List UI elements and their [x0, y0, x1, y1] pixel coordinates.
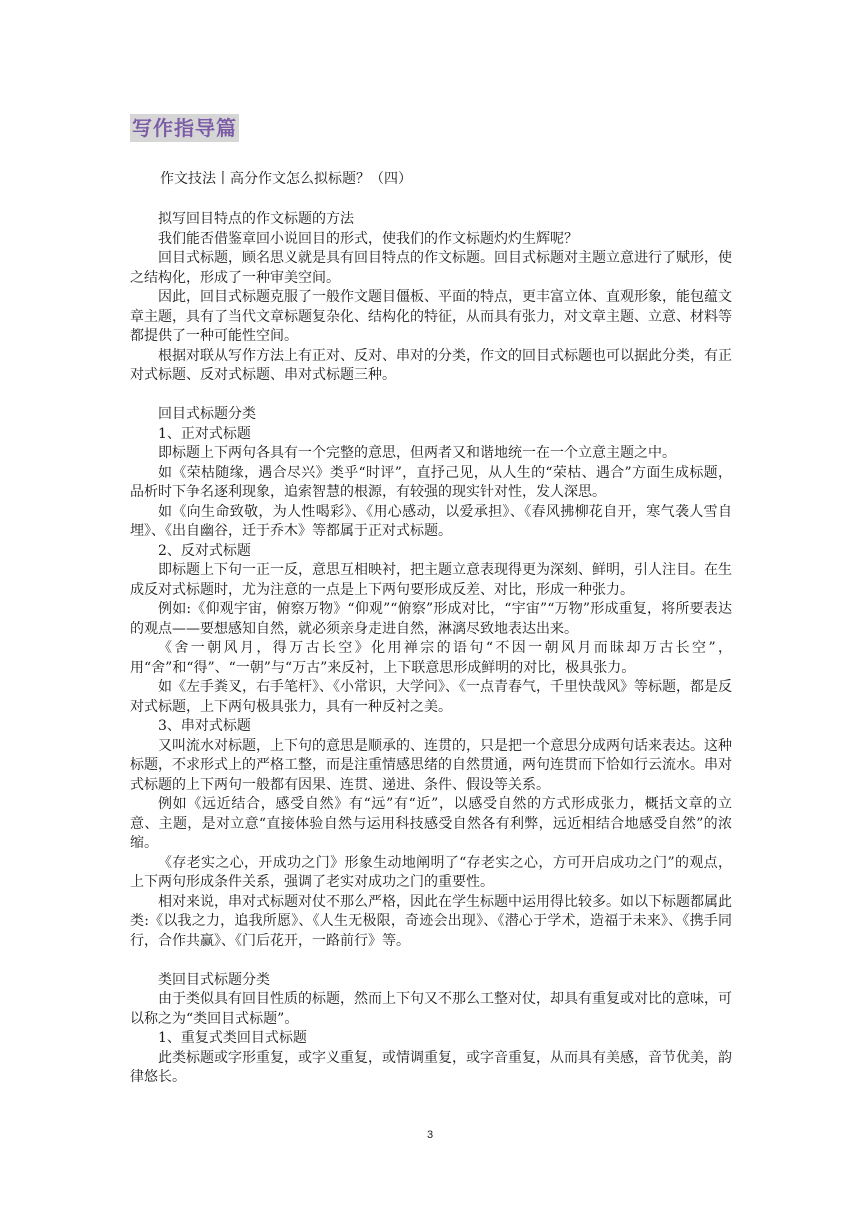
article-body: [130, 210, 732, 1088]
paragraph: 如《荣枯随缘，遇合尽兴》类乎“时评”，直抒己见，从人生的“荣枯、遇合”方面生成标题，品析时下争名逐利现象，追索智慧的根源，有较强的现实针对性，发人深思。: [130, 464, 732, 500]
paragraph: 又叫流水对标题，上下句的意思是顺承的、连贯的，只是把一个意思分成两句话来表达。这种标题，不求形式上的严格工整，而是注重情感思绪的自然贯通，两句连贯而下恰如行云流水。串对式标题的上下两句一般都有因果、连贯、递进、条件、假设等关系。: [130, 737, 732, 793]
paragraph: 因此，回目式标题克服了一般作文题目僵板、平面的特点，更丰富立体、直观形象，能包蕴文章主题，具有了当代文章标题复杂化、结构化的特征，从而具有张力，对文章主题、立意、材料等都提供了一种可能性空间。: [130, 289, 732, 344]
paragraph: 即标题上下两句各具有一个完整的意思，但两者又和谐地统一在一个立意主题之中。: [158, 445, 676, 461]
section-title: 写作指导篇: [132, 116, 237, 140]
page-number: 3: [426, 1129, 434, 1141]
paragraph: 此类标题或字形重复，或字义重复，或情调重复，或字音重复，从而具有美感，音节优美，韵律悠长。: [130, 1049, 732, 1085]
paragraph: 回目式标题，顾名思义就是具有回目特点的作文标题。回目式标题对主题立意进行了赋形，使之结构化，形成了一种审美空间。: [130, 250, 732, 286]
paragraph: 如《左手粪叉，右手笔杆》、《小常识，大学问》、《一点青春气，千里快哉风》等标题，都是反对式标题，上下两句极具张力，具有一种反衬之美。: [130, 679, 732, 715]
paragraph: 例如:《仰观宇宙，俯察万物》“仰观”“俯察”形成对比，“宇宙”“万物”形成重复，将所要表达的观点——要想感知自然，就必须亲身走进自然，淋漓尽致地表达出来。: [130, 601, 732, 637]
subheading: 1、正对式标题: [158, 425, 251, 442]
subheading: 2、反对式标题: [158, 542, 251, 559]
subheading: 1、重复式类回目式标题: [158, 1030, 307, 1046]
paragraph: 相对来说，串对式标题对仗不那么严格，因此在学生标题中运用得比较多。如以下标题都属此类:《以我之力，追我所愿》、《人生无极限，奇迹会出现》、《潜心于学术，造福于未来》、《携手同行，合作共赢》、《门后花开，一路前行》等。: [130, 893, 732, 949]
subheading: 3、串对式标题: [158, 718, 251, 734]
paragraph: 如《向生命致敬，为人性喝彩》、《用心感动，以爱承担》、《春风拂柳花自开，寒气袭人雪自埋》、《出自幽谷，迁于乔木》等都属于正对式标题。: [130, 503, 732, 539]
paragraph: 拟写回目特点的作文标题的方法: [158, 211, 354, 227]
paragraph: 《存老实之心，开成功之门》形象生动地阐明了“存老实之心，方可开启成功之门”的观点，上下两句形成条件关系，强调了老实对成功之门的重要性。: [130, 854, 732, 890]
subheading: 回目式标题分类: [158, 406, 256, 422]
paragraph: 例如《远近结合，感受自然》有“远”有“近”，以感受自然的方式形成张力，概括文章的立意、主题，是对立意“直接体验自然与运用科技感受自然各有利弊，远近相结合地感受自然”的浓缩。: [130, 796, 732, 851]
paragraph: 由于类似具有回目性质的标题，然而上下句又不那么工整对仗，却具有重复或对比的意味，可以称之为“类回目式标题”。: [130, 991, 732, 1027]
paragraph: 我们能否借鉴章回小说回目的形式，使我们的作文标题灼灼生辉呢？: [158, 230, 578, 247]
article-title: 作文技法丨高分作文怎么拟标题？（四）: [160, 171, 412, 187]
paragraph: 即标题上下句一正一反，意思互相映衬，把主题立意表现得更为深刻、鲜明，引人注目。在生成反对式标题时，尤为注意的一点是上下两句要形成反差、对比，形成一种张力。: [130, 562, 732, 598]
paragraph: 根据对联从写作方法上有正对、反对、串对的分类，作文的回目式标题也可以据此分类，有正对式标题、反对式标题、串对式标题三种。: [130, 347, 732, 383]
paragraph: 《舍一朝风月，得万古长空》化用禅宗的语句“不因一朝风月而昧却万古长空”，用“舍”和“得”、“一朝”与“万古”来反衬，上下联意思形成鲜明的对比，极具张力。: [130, 640, 732, 676]
subheading: 类回目式标题分类: [158, 971, 270, 988]
